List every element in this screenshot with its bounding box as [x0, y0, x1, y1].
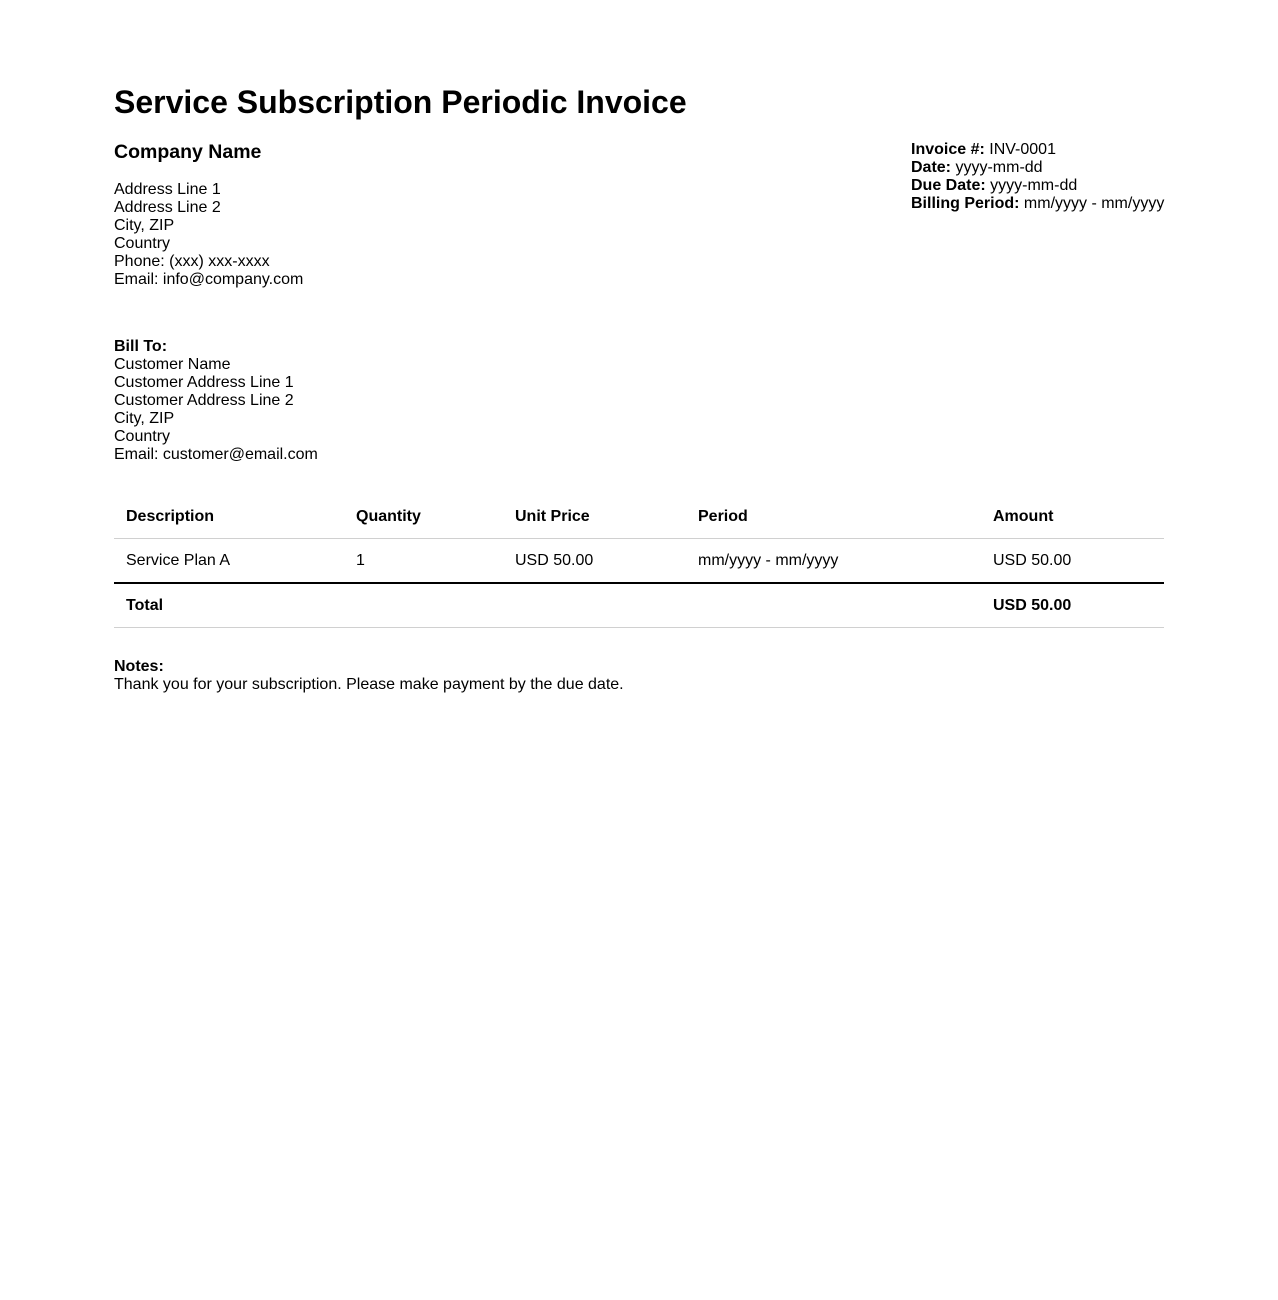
cell-amount: USD 50.00: [981, 539, 1164, 584]
header-description: Description: [114, 495, 344, 539]
bill-to-block: [114, 338, 318, 464]
invoice-date: [911, 159, 1164, 177]
cell-unit-price: USD 50.00: [503, 539, 686, 584]
header-quantity: Quantity: [344, 495, 503, 539]
billing-period-label: Billing Period:: [911, 195, 1020, 212]
invoice-date-value: yyyy-mm-dd: [955, 159, 1043, 176]
company-address-line: Address Line 1: [114, 181, 221, 198]
header-unit-price: Unit Price: [503, 495, 686, 539]
invoice-number-value: INV-0001: [989, 141, 1056, 158]
cell-quantity: 1: [344, 539, 503, 584]
header-amount: Amount: [981, 495, 1164, 539]
customer-name: Customer Name: [114, 356, 231, 373]
invoice-meta: [911, 141, 1164, 213]
company-city-zip: City, ZIP: [114, 217, 175, 234]
cell-period: mm/yyyy - mm/yyyy: [686, 539, 981, 584]
total-amount: USD 50.00: [981, 583, 1164, 628]
notes-text: Thank you for your subscription. Please make payment by the due date.: [114, 676, 624, 693]
header-period: Period: [686, 495, 981, 539]
company-email: Email: info@company.com: [114, 271, 304, 288]
line-items-table: [114, 495, 1164, 628]
page-title: Service Subscription Periodic Invoice: [114, 84, 687, 120]
invoice-number: [911, 141, 1164, 159]
billing-period: [911, 195, 1164, 213]
company-block: [114, 141, 514, 289]
invoice-number-label: Invoice #:: [911, 141, 985, 158]
customer-address-line: Customer Address Line 2: [114, 392, 294, 409]
due-date-label: Due Date:: [911, 177, 986, 194]
company-name: Company Name: [114, 141, 262, 163]
company-phone: Phone: (xxx) xxx-xxxx: [114, 253, 270, 270]
due-date: [911, 177, 1164, 195]
company-country: Country: [114, 235, 171, 252]
notes-label: Notes:: [114, 658, 164, 675]
bill-to-label: Bill To:: [114, 338, 168, 355]
customer-country: Country: [114, 428, 171, 445]
total-label: Total: [114, 583, 344, 628]
table-row: [114, 539, 1164, 584]
billing-period-value: mm/yyyy - mm/yyyy: [1023, 195, 1165, 212]
table-header-row: [114, 495, 1164, 539]
notes-block: [114, 658, 624, 694]
invoice-date-label: Date:: [911, 159, 952, 176]
cell-description: Service Plan A: [114, 539, 344, 584]
customer-email: Email: customer@email.com: [114, 446, 318, 463]
due-date-value: yyyy-mm-dd: [990, 177, 1078, 194]
company-address: [114, 181, 514, 289]
customer-address-line: Customer Address Line 1: [114, 374, 294, 391]
company-address-line: Address Line 2: [114, 199, 221, 216]
customer-city-zip: City, ZIP: [114, 410, 175, 427]
total-row: [114, 583, 1164, 628]
